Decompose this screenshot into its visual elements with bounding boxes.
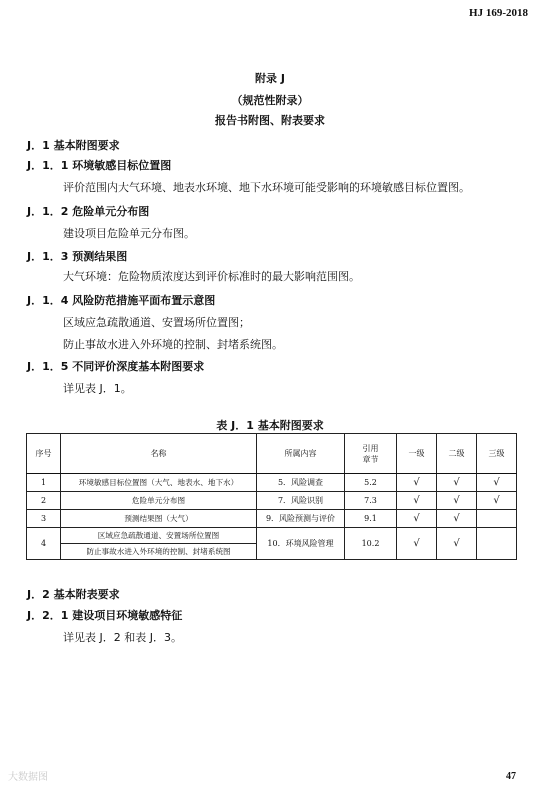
section-j15-text: 详见表 J．1。 <box>63 382 132 395</box>
section-j11-heading: J．1．1 环境敏感目标位置图 <box>27 159 172 172</box>
cell-level-3 <box>477 510 517 528</box>
section-j21-text: 详见表 J．2 和表 J．3。 <box>63 631 182 644</box>
table-row <box>27 510 517 528</box>
header-name: 名称 <box>61 434 257 474</box>
header-no: 序号 <box>27 434 61 474</box>
appendix-nature: （规范性附录） <box>231 94 309 107</box>
section-j14-heading: J．1．4 风险防范措施平面布置示意图 <box>27 294 216 307</box>
section-j13-heading: J．1．3 预测结果图 <box>27 250 128 263</box>
table-row <box>27 474 517 492</box>
cell-level-3: √ <box>477 492 517 510</box>
cell-no: 1 <box>27 474 61 492</box>
cell-no: 3 <box>27 510 61 528</box>
cell-name: 预测结果图（大气） <box>61 510 257 528</box>
cell-name: 危险单元分布图 <box>61 492 257 510</box>
table-header-row <box>27 434 517 474</box>
cell-level-1: √ <box>397 528 437 560</box>
header-level-3: 三级 <box>477 434 517 474</box>
cell-no: 2 <box>27 492 61 510</box>
cell-name: 环境敏感目标位置图（大气、地表水、地下水） <box>61 474 257 492</box>
header-ref-line1: 引用 <box>362 443 379 453</box>
cell-level-2: √ <box>437 474 477 492</box>
appendix-title: 报告书附图、附表要求 <box>215 114 325 127</box>
page-number: 47 <box>506 771 516 782</box>
cell-level-2: √ <box>437 510 477 528</box>
cell-ref: 10.2 <box>345 528 397 560</box>
header-reference <box>345 434 397 474</box>
section-j14-text-2: 防止事故水进入外环境的控制、封堵系统图。 <box>63 338 283 351</box>
cell-belong: 7．风险识别 <box>257 492 345 510</box>
watermark: 大数据图 <box>8 772 48 783</box>
table-row <box>27 492 517 510</box>
cell-level-2: √ <box>437 492 477 510</box>
section-j13-text: 大气环境：危险物质浓度达到评价标准时的最大影响范围图。 <box>63 270 360 283</box>
table-caption: 表 J．1 基本附图要求 <box>216 419 324 432</box>
cell-level-1: √ <box>397 510 437 528</box>
cell-level-1: √ <box>397 492 437 510</box>
header-level-2: 二级 <box>437 434 477 474</box>
cell-level-1: √ <box>397 474 437 492</box>
section-j12-heading: J．1．2 危险单元分布图 <box>27 205 150 218</box>
standard-number: HJ 169-2018 <box>469 7 528 19</box>
cell-ref: 7.3 <box>345 492 397 510</box>
section-j12-text: 建设项目危险单元分布图。 <box>63 227 195 240</box>
cell-belong: 5．风险调查 <box>257 474 345 492</box>
cell-belong: 9．风险预测与评价 <box>257 510 345 528</box>
section-j1-heading: J．1 基本附图要求 <box>27 139 120 152</box>
cell-name: 防止事故水进入外环境的控制、封堵系统图 <box>61 544 257 560</box>
header-belong: 所属内容 <box>257 434 345 474</box>
section-j15-heading: J．1．5 不同评价深度基本附图要求 <box>27 360 205 373</box>
cell-no: 4 <box>27 528 61 560</box>
section-j14-text-1: 区域应急疏散通道、安置场所位置图； <box>63 316 250 329</box>
cell-level-2: √ <box>437 528 477 560</box>
header-level-1: 一级 <box>397 434 437 474</box>
appendix-label: 附录 J <box>255 72 285 85</box>
table-row <box>27 528 517 544</box>
section-j2-heading: J．2 基本附表要求 <box>27 588 120 601</box>
cell-belong: 10．环境风险管理 <box>257 528 345 560</box>
header-ref-line2: 章节 <box>362 454 379 464</box>
section-j21-heading: J．2．1 建设项目环境敏感特征 <box>27 609 183 622</box>
cell-ref: 9.1 <box>345 510 397 528</box>
section-j11-text: 评价范围内大气环境、地表水环境、地下水环境可能受影响的环境敏感目标位置图。 <box>63 181 470 194</box>
cell-level-3 <box>477 528 517 560</box>
cell-name: 区域应急疏散通道、安置场所位置图 <box>61 528 257 544</box>
cell-level-3: √ <box>477 474 517 492</box>
cell-ref: 5.2 <box>345 474 397 492</box>
figure-requirements-table <box>26 433 517 560</box>
